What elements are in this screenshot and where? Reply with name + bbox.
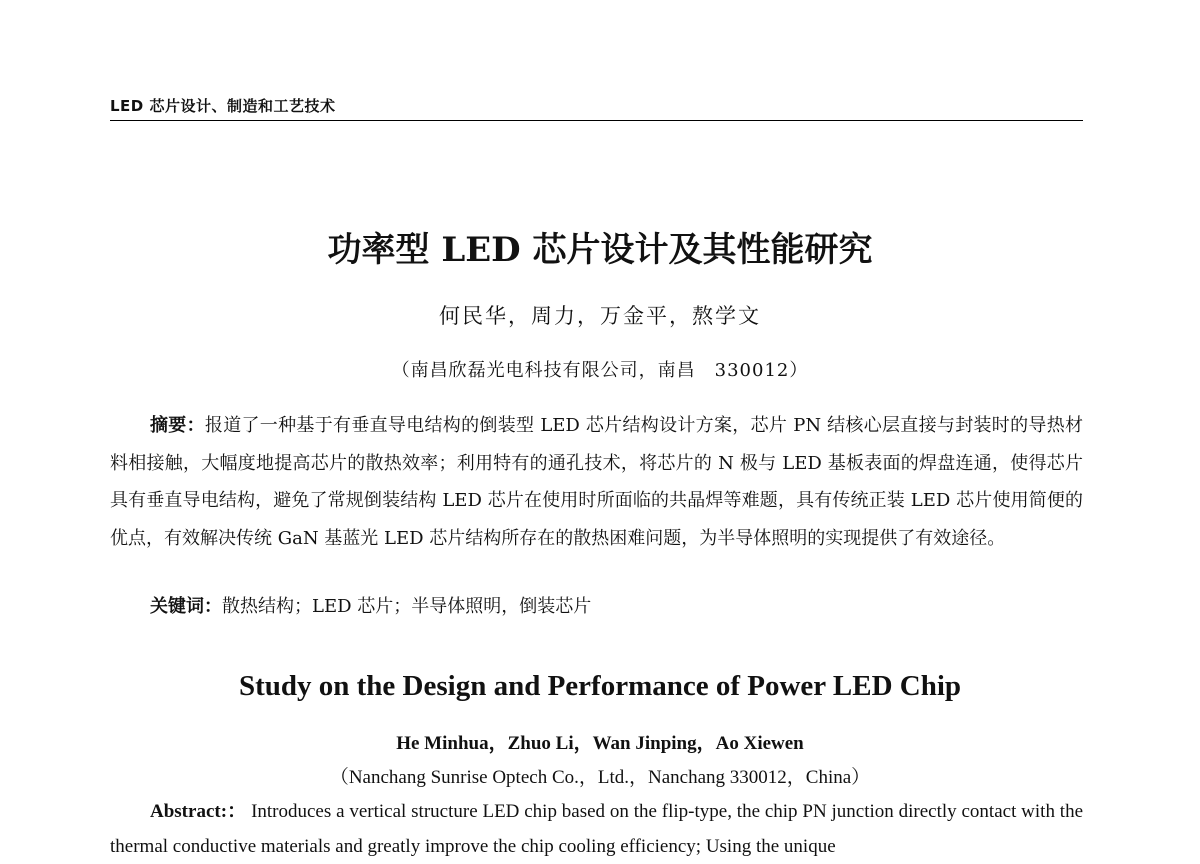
chinese-affiliation: （南昌欣磊光电科技有限公司，南昌 330012） (391, 360, 809, 381)
english-abstract-label: Abstract:： (150, 801, 247, 822)
chinese-title: 功率型 LED 芯片设计及其性能研究 (327, 230, 873, 270)
chinese-keywords-label: 关键词： (150, 596, 222, 617)
chinese-keywords-text: 散热结构；LED 芯片；半导体照明，倒装芯片 (222, 596, 592, 617)
chinese-abstract (110, 407, 1083, 557)
english-authors: He Minhua，Zhuo Li，Wan Jinping，Ao Xiewen (396, 733, 804, 754)
english-abstract (110, 794, 1083, 864)
chinese-abstract-label: 摘要： (150, 415, 205, 436)
english-abstract-text: Introduces a vertical structure LED chip based on the flip-type, the chip PN junction directly contact with the thermal conductive materials and greatly improve the chip cooling efficiency; Using the unique (110, 801, 1084, 857)
english-title: Study on the Design and Performance of Power LED Chip (238, 670, 962, 702)
running-header: LED 芯片设计、制造和工艺技术 (110, 95, 1083, 121)
english-affiliation: （Nanchang Sunrise Optech Co.，Ltd.，Nanchang 330012，China） (329, 767, 871, 788)
chinese-abstract-text: 报道了一种基于有垂直导电结构的倒装型 LED 芯片结构设计方案，芯片 PN 结核心层直接与封装时的导热材料相接触，大幅度地提高芯片的散热效率；利用特有的通孔技术，将芯片的 N 极与 LED 基板表面的焊盘连通，使得芯片具有垂直导电结构，避免了常规倒装结构 LED 芯片在使用时所面临的共晶焊等难题，具有传统正装 LED 芯片使用简便的优点，有效解决传统 GaN 基蓝光 LED 芯片结构所存在的散热困难问题，为半导体照明的实现提供了有效途径。 (110, 415, 1083, 549)
chinese-keywords (150, 588, 591, 625)
chinese-authors: 何民华，周力，万金平，熬学文 (439, 304, 761, 328)
